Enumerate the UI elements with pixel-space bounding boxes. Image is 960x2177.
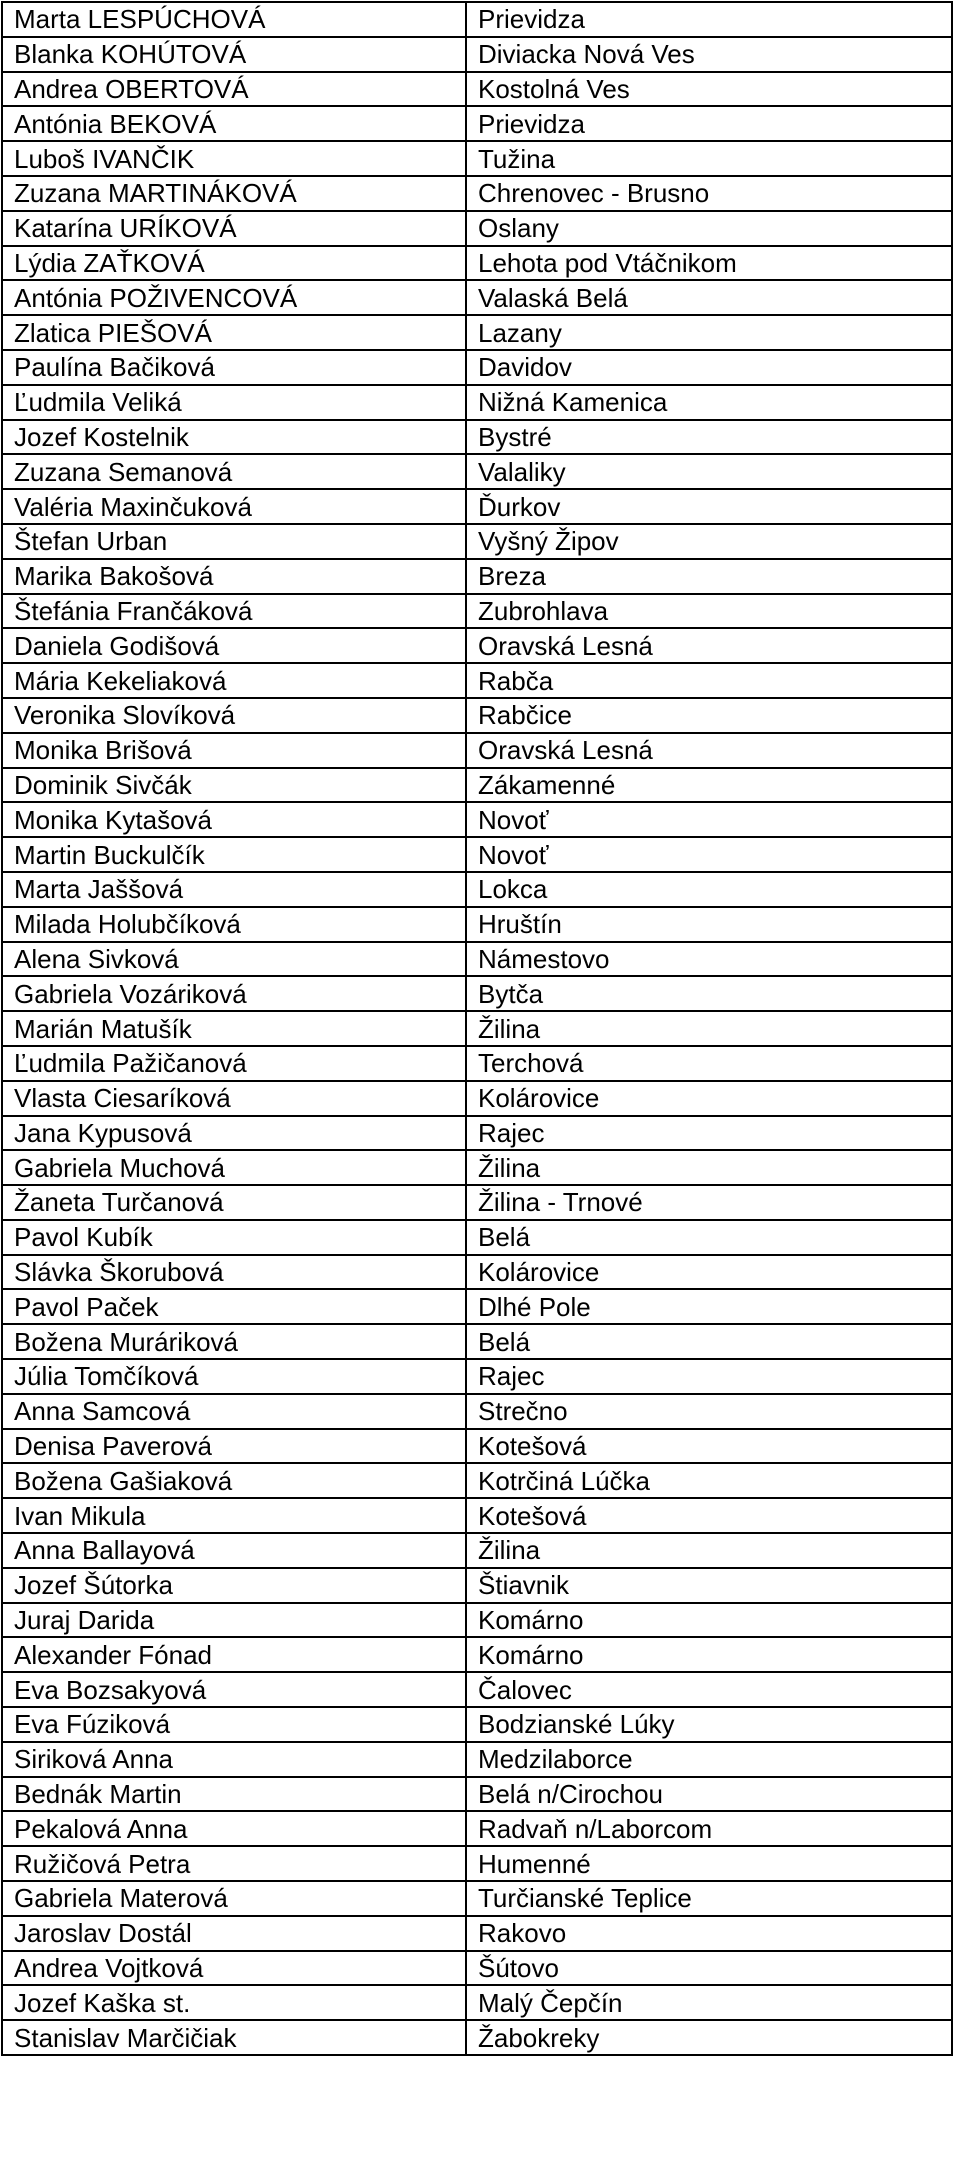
table-row <box>2 37 952 72</box>
table-row <box>2 1220 952 1255</box>
table-row <box>2 2020 952 2055</box>
place-cell: Belá n/Cirochou <box>466 1777 952 1812</box>
table-row <box>2 1811 952 1846</box>
person-name-cell: Juraj Darida <box>2 1603 466 1638</box>
place-cell: Belá <box>466 1324 952 1359</box>
place-cell: Malý Čepčín <box>466 1985 952 2020</box>
person-name-cell: Štefan Urban <box>2 524 466 559</box>
place-cell: Novoť <box>466 802 952 837</box>
person-name-cell: Daniela Godišová <box>2 628 466 663</box>
table-row <box>2 385 952 420</box>
table-row <box>2 1985 952 2020</box>
table-row <box>2 1637 952 1672</box>
place-cell: Ďurkov <box>466 489 952 524</box>
person-name-cell: Štefánia Frančáková <box>2 594 466 629</box>
place-cell: Zákamenné <box>466 768 952 803</box>
table-row <box>2 489 952 524</box>
person-name-cell: Pekalová Anna <box>2 1811 466 1846</box>
table-row <box>2 594 952 629</box>
table-row <box>2 1916 952 1951</box>
table-row <box>2 1011 952 1046</box>
person-name-cell: Blanka KOHÚTOVÁ <box>2 37 466 72</box>
table-row <box>2 1081 952 1116</box>
place-cell: Žilina <box>466 1533 952 1568</box>
place-cell: Lazany <box>466 315 952 350</box>
person-name-cell: Eva Fúziková <box>2 1707 466 1742</box>
person-name-cell: Ľudmila Veliká <box>2 385 466 420</box>
place-cell: Radvaň n/Laborcom <box>466 1811 952 1846</box>
place-cell: Oslany <box>466 211 952 246</box>
table-row <box>2 1324 952 1359</box>
table-row <box>2 141 952 176</box>
person-name-cell: Jozef Kostelnik <box>2 420 466 455</box>
person-name-cell: Jozef Kaška st. <box>2 1985 466 2020</box>
table-row <box>2 1568 952 1603</box>
place-cell: Oravská Lesná <box>466 733 952 768</box>
person-name-cell: Ivan Mikula <box>2 1498 466 1533</box>
place-cell: Novoť <box>466 837 952 872</box>
person-name-cell: Júlia Tomčíková <box>2 1359 466 1394</box>
place-cell: Prievidza <box>466 2 952 37</box>
person-name-cell: Alexander Fónad <box>2 1637 466 1672</box>
table-row <box>2 1359 952 1394</box>
person-name-cell: Monika Kytašová <box>2 802 466 837</box>
person-name-cell: Siriková Anna <box>2 1742 466 1777</box>
place-cell: Bytča <box>466 976 952 1011</box>
person-name-cell: Martin Buckulčík <box>2 837 466 872</box>
place-cell: Turčianské Teplice <box>466 1881 952 1916</box>
place-cell: Kolárovice <box>466 1255 952 1290</box>
person-name-cell: Pavol Kubík <box>2 1220 466 1255</box>
person-name-cell: Gabriela Vozáriková <box>2 976 466 1011</box>
place-cell: Rabčice <box>466 698 952 733</box>
place-cell: Vyšný Žipov <box>466 524 952 559</box>
table-row <box>2 72 952 107</box>
table-row <box>2 1463 952 1498</box>
table-row <box>2 1498 952 1533</box>
table-row <box>2 1394 952 1429</box>
table-row <box>2 663 952 698</box>
table-row <box>2 246 952 281</box>
person-name-cell: Eva Bozsakyová <box>2 1672 466 1707</box>
place-cell: Bodzianské Lúky <box>466 1707 952 1742</box>
table-row <box>2 837 952 872</box>
place-cell: Bystré <box>466 420 952 455</box>
place-cell: Rajec <box>466 1359 952 1394</box>
table-row <box>2 768 952 803</box>
table-row <box>2 1150 952 1185</box>
person-name-cell: Denisa Paverová <box>2 1429 466 1464</box>
person-name-cell: Andrea Vojtková <box>2 1951 466 1986</box>
place-cell: Chrenovec - Brusno <box>466 176 952 211</box>
table-row <box>2 1429 952 1464</box>
table-row <box>2 1672 952 1707</box>
person-name-cell: Antónia BEKOVÁ <box>2 106 466 141</box>
person-name-cell: Božena Muráriková <box>2 1324 466 1359</box>
place-cell: Žilina <box>466 1150 952 1185</box>
place-cell: Oravská Lesná <box>466 628 952 663</box>
table-row <box>2 1533 952 1568</box>
person-name-cell: Andrea OBERTOVÁ <box>2 72 466 107</box>
person-name-cell: Zlatica PIEŠOVÁ <box>2 315 466 350</box>
table-row <box>2 2 952 37</box>
place-cell: Terchová <box>466 1046 952 1081</box>
person-name-cell: Dominik Sivčák <box>2 768 466 803</box>
table-row <box>2 420 952 455</box>
table-row <box>2 1116 952 1151</box>
table-row <box>2 211 952 246</box>
person-name-cell: Veronika Slovíková <box>2 698 466 733</box>
place-cell: Nižná Kamenica <box>466 385 952 420</box>
person-name-cell: Vlasta Ciesaríková <box>2 1081 466 1116</box>
table-row <box>2 907 952 942</box>
table-row <box>2 1603 952 1638</box>
place-cell: Komárno <box>466 1603 952 1638</box>
place-cell: Valaliky <box>466 454 952 489</box>
table-row <box>2 280 952 315</box>
place-cell: Strečno <box>466 1394 952 1429</box>
place-cell: Štiavnik <box>466 1568 952 1603</box>
person-name-cell: Alena Sivková <box>2 942 466 977</box>
place-cell: Kotrčiná Lúčka <box>466 1463 952 1498</box>
person-name-cell: Jana Kypusová <box>2 1116 466 1151</box>
place-cell: Hruštín <box>466 907 952 942</box>
place-cell: Zubrohlava <box>466 594 952 629</box>
place-cell: Lokca <box>466 872 952 907</box>
table-row <box>2 1777 952 1812</box>
place-cell: Čalovec <box>466 1672 952 1707</box>
place-cell: Rakovo <box>466 1916 952 1951</box>
table-row <box>2 1707 952 1742</box>
place-cell: Rajec <box>466 1116 952 1151</box>
person-name-cell: Gabriela Muchová <box>2 1150 466 1185</box>
table-row <box>2 559 952 594</box>
person-name-cell: Bednák Martin <box>2 1777 466 1812</box>
table-row <box>2 1951 952 1986</box>
place-cell: Komárno <box>466 1637 952 1672</box>
person-name-cell: Mária Kekeliaková <box>2 663 466 698</box>
place-cell: Davidov <box>466 350 952 385</box>
person-name-cell: Jaroslav Dostál <box>2 1916 466 1951</box>
table-row <box>2 698 952 733</box>
table-row <box>2 733 952 768</box>
person-name-cell: Zuzana MARTINÁKOVÁ <box>2 176 466 211</box>
person-name-cell: Milada Holubčíková <box>2 907 466 942</box>
person-name-cell: Marta LESPÚCHOVÁ <box>2 2 466 37</box>
person-name-cell: Anna Ballayová <box>2 1533 466 1568</box>
person-name-cell: Slávka Škorubová <box>2 1255 466 1290</box>
table-row <box>2 1881 952 1916</box>
table-row <box>2 628 952 663</box>
table-row <box>2 1742 952 1777</box>
place-cell: Žabokreky <box>466 2020 952 2055</box>
table-row <box>2 106 952 141</box>
person-name-cell: Ľudmila Pažičanová <box>2 1046 466 1081</box>
table-row <box>2 350 952 385</box>
table-body <box>2 2 952 2055</box>
person-name-cell: Gabriela Materová <box>2 1881 466 1916</box>
place-cell: Námestovo <box>466 942 952 977</box>
person-name-cell: Monika Brišová <box>2 733 466 768</box>
person-name-cell: Valéria Maxinčuková <box>2 489 466 524</box>
place-cell: Žilina <box>466 1011 952 1046</box>
table-row <box>2 1185 952 1220</box>
place-cell: Lehota pod Vtáčnikom <box>466 246 952 281</box>
place-cell: Prievidza <box>466 106 952 141</box>
place-cell: Kotešová <box>466 1429 952 1464</box>
person-name-cell: Marián Matušík <box>2 1011 466 1046</box>
place-cell: Diviacka Nová Ves <box>466 37 952 72</box>
person-name-cell: Žaneta Turčanová <box>2 1185 466 1220</box>
place-cell: Tužina <box>466 141 952 176</box>
table-row <box>2 524 952 559</box>
person-name-cell: Antónia POŽIVENCOVÁ <box>2 280 466 315</box>
table-row <box>2 872 952 907</box>
person-name-cell: Zuzana Semanová <box>2 454 466 489</box>
table-row <box>2 454 952 489</box>
table-row <box>2 1255 952 1290</box>
place-cell: Humenné <box>466 1846 952 1881</box>
person-name-cell: Jozef Šútorka <box>2 1568 466 1603</box>
person-name-cell: Marta Jaššová <box>2 872 466 907</box>
person-name-cell: Stanislav Marčičiak <box>2 2020 466 2055</box>
person-name-cell: Paulína Bačiková <box>2 350 466 385</box>
table-row <box>2 802 952 837</box>
place-cell: Dlhé Pole <box>466 1289 952 1324</box>
place-cell: Rabča <box>466 663 952 698</box>
table-row <box>2 942 952 977</box>
names-table <box>1 1 953 2056</box>
table-row <box>2 1046 952 1081</box>
place-cell: Medzilaborce <box>466 1742 952 1777</box>
place-cell: Kolárovice <box>466 1081 952 1116</box>
table-row <box>2 315 952 350</box>
person-name-cell: Anna Samcová <box>2 1394 466 1429</box>
person-name-cell: Lýdia ZAŤKOVÁ <box>2 246 466 281</box>
person-name-cell: Ružičová Petra <box>2 1846 466 1881</box>
person-name-cell: Božena Gašiaková <box>2 1463 466 1498</box>
place-cell: Breza <box>466 559 952 594</box>
table-row <box>2 176 952 211</box>
person-name-cell: Katarína URÍKOVÁ <box>2 211 466 246</box>
table-row <box>2 1846 952 1881</box>
table-row <box>2 976 952 1011</box>
place-cell: Šútovo <box>466 1951 952 1986</box>
place-cell: Žilina - Trnové <box>466 1185 952 1220</box>
person-name-cell: Luboš IVANČIK <box>2 141 466 176</box>
place-cell: Valaská Belá <box>466 280 952 315</box>
person-name-cell: Marika Bakošová <box>2 559 466 594</box>
place-cell: Belá <box>466 1220 952 1255</box>
place-cell: Kotešová <box>466 1498 952 1533</box>
place-cell: Kostolná Ves <box>466 72 952 107</box>
person-name-cell: Pavol Paček <box>2 1289 466 1324</box>
table-row <box>2 1289 952 1324</box>
